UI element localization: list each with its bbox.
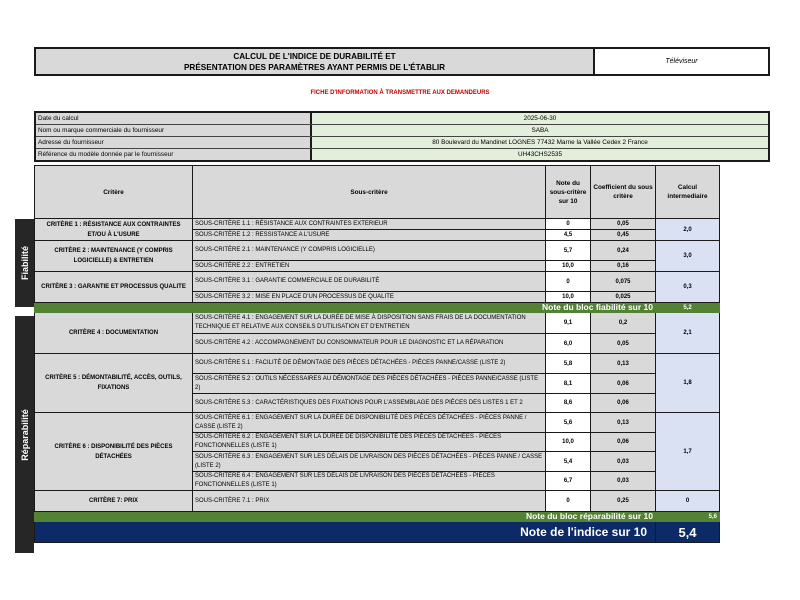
sub-criterion-note: 8,1	[546, 374, 591, 394]
sub-criterion-label: SOUS-CRITÈRE 7.1 : PRIX	[193, 491, 546, 512]
durability-table	[34, 165, 720, 543]
sub-criterion-label: SOUS-CRITÈRE 6.2 : ENGAGEMENT SUR LA DURÉE DE DISPONIBILITÉ DES PIÈCES DÉTACHÉES - PIÈCES FONCTIONNELLES (LISTE 1)	[193, 433, 546, 452]
sub-criterion-coef: 0,05	[591, 334, 656, 354]
info-label: Adresse du fournisseur	[36, 137, 312, 148]
criterion-label: CRITÈRE 1 : RÉSISTANCE AUX CONTRAINTES ET/OU À L'USURE	[35, 219, 193, 241]
sub-criterion-coef: 0,06	[591, 374, 656, 394]
product-category: Téléviseur	[665, 58, 698, 65]
sub-criterion-note: 5,6	[546, 413, 591, 433]
info-value-model: UH43CHS2535	[312, 149, 768, 160]
info-row-date	[36, 113, 768, 125]
sub-criterion-label: SOUS-CRITÈRE 1.1 : RÉSISTANCE AUX CONTRAINTES EXTERIEUR	[193, 219, 546, 230]
sub-criterion-coef: 0,13	[591, 413, 656, 433]
block-total-value: 5,2	[656, 303, 720, 313]
table-body	[35, 219, 720, 543]
criterion-label: CRITÈRE 3 : GARANTIE ET PROCESSUS QUALITE	[35, 272, 193, 303]
info-value-date: 2025-06-30	[312, 113, 768, 124]
sub-criterion-label: SOUS-CRITÈRE 5.2 : OUTILS NÉCESSAIRES AU DÉMONTAGE DES PIÈCES DÉTACHÉES - PIÈCES PANNE/CASSE (LISTE 2)	[193, 374, 546, 394]
header-sous-critere: Sous-critère	[193, 166, 546, 219]
table-row	[35, 413, 720, 433]
sub-criterion-coef: 0,06	[591, 433, 656, 452]
table-header-row	[35, 166, 720, 219]
document-title	[36, 49, 595, 74]
info-label: Nom ou marque commerciale du fournisseur	[36, 125, 312, 136]
sub-criterion-note: 8,6	[546, 394, 591, 413]
sub-criterion-note: 9,1	[546, 313, 591, 334]
criterion-label: CRITÈRE 2 : MAINTENANCE (Y COMPRIS LOGICIELLE) & ENTRETIEN	[35, 241, 193, 272]
sub-criterion-coef: 0,13	[591, 354, 656, 374]
block-total-row	[35, 512, 720, 522]
block-total-value: 5,6	[656, 512, 720, 522]
info-label: Référence du modèle donnée par le fournisseur	[36, 149, 312, 160]
header-coef: Coefficient du sous critère	[591, 166, 656, 219]
criterion-intermediate-calc: 3,0	[656, 241, 720, 272]
block-label-text: Réparabilité	[19, 408, 30, 461]
supplier-info-table	[34, 111, 770, 162]
sub-criterion-coef: 0,03	[591, 452, 656, 472]
info-label: Date du calcul	[36, 113, 312, 124]
sub-criterion-label: SOUS-CRITÈRE 2.1 : MAINTENANCE (Y COMPRIS LOGICIELLE)	[193, 241, 546, 261]
sub-criterion-label: SOUS-CRITÈRE 6.4 : ENGAGEMENT SUR LES DÉLAIS DE LIVRAISON DES PIÈCES DÉTACHÉES - PIÈCES FONCTIONNELLES (LISTE 1)	[193, 472, 546, 491]
sub-criterion-note: 0	[546, 219, 591, 230]
info-row-brand	[36, 125, 768, 137]
block-total-label: Note du bloc réparabilité sur 10	[35, 512, 656, 522]
block-label-fiabilite	[15, 219, 34, 307]
block-label-reparabilite	[15, 316, 34, 553]
sub-criterion-label: SOUS-CRITÈRE 3.1 : GARANTIE COMMERCIALE DE DURABILITÉ	[193, 272, 546, 292]
sub-criterion-note: 6,0	[546, 334, 591, 354]
sub-criterion-label: SOUS-CRITÈRE 5.3 : CARACTÉRISTIQUES DES FIXATIONS POUR L'ASSEMBLAGE DES PIÈCES DES LISTES 1 ET 2	[193, 394, 546, 413]
sub-criterion-label: SOUS-CRITÈRE 3.2 : MISE EN PLACE D'UN PROCESSUS DE QUALITE	[193, 292, 546, 303]
criterion-intermediate-calc: 0,3	[656, 272, 720, 303]
sub-criterion-note: 5,8	[546, 354, 591, 374]
criterion-intermediate-calc: 2,1	[656, 313, 720, 354]
info-row-model	[36, 149, 768, 160]
sub-criterion-note: 10,0	[546, 433, 591, 452]
criterion-label: CRITÈRE 4 : DOCUMENTATION	[35, 313, 193, 354]
sub-criterion-note: 5,4	[546, 452, 591, 472]
sub-criterion-coef: 0,05	[591, 219, 656, 230]
sub-criterion-label: SOUS-CRITÈRE 2.2 : ENTRETIEN	[193, 261, 546, 272]
sub-criterion-coef: 0,025	[591, 292, 656, 303]
sub-criterion-coef: 0,16	[591, 261, 656, 272]
table-row	[35, 354, 720, 374]
table-row	[35, 219, 720, 230]
header-note: Note du sous-critère sur 10	[546, 166, 591, 219]
criterion-label: CRITÈRE 7: PRIX	[35, 491, 193, 512]
title-line-1: CALCUL DE L'INDICE DE DURABILITÉ ET	[233, 51, 396, 61]
sub-criterion-label: SOUS-CRITÈRE 6.1 : ENGAGEMENT SUR LA DURÉE DE DISPONIBILITÉ DES PIÈCES DÉTACHÉES - PIÈCES PANNE / CASSE (LISTE 2)	[193, 413, 546, 433]
subtitle: FICHE D'INFORMATION À TRANSMETTRE AUX DEMANDEURS	[310, 90, 490, 96]
table-row	[35, 272, 720, 292]
criterion-intermediate-calc: 2,0	[656, 219, 720, 241]
final-score-label: Note de l'indice sur 10	[35, 522, 656, 543]
final-score-value: 5,4	[656, 522, 720, 543]
final-score-row	[35, 522, 720, 543]
sub-criterion-label: SOUS-CRITÈRE 4.1 : ENGAGEMENT SUR LA DURÉE DE MISE À DISPOSITION SANS FRAIS DE LA DOCUMENTATION TECHNIQUE ET RELATIVE AUX CONSEILS D'UTILISATION ET D'ENTRETIEN	[193, 313, 546, 334]
title-box	[34, 47, 770, 76]
sub-criterion-note: 10,0	[546, 261, 591, 272]
sub-criterion-coef: 0,03	[591, 472, 656, 491]
criterion-label: CRITÈRE 6 : DISPONIBILITÉ DES PIÈCES DÉTACHÉES	[35, 413, 193, 491]
table-row	[35, 241, 720, 261]
sub-criterion-note: 0	[546, 272, 591, 292]
info-value-brand: SABA	[312, 125, 768, 136]
header-calc: Calcul intermediaire	[656, 166, 720, 219]
sub-criterion-label: SOUS-CRITÈRE 1.2 : RESSISTANCE A L'USURE	[193, 230, 546, 241]
table-row	[35, 491, 720, 512]
table-row	[35, 313, 720, 334]
sub-criterion-coef: 0,06	[591, 394, 656, 413]
sub-criterion-label: SOUS-CRITÈRE 4.2 : ACCOMPAGNEMENT DU CONSOMMATEUR POUR LE DIAGNOSTIC ET LA RÉPARATION	[193, 334, 546, 354]
sub-criterion-note: 5,7	[546, 241, 591, 261]
sub-criterion-label: SOUS-CRITÈRE 5.1 : FACILITÉ DE DÉMONTAGE DES PIÈCES DÉTACHÉES - PIÈCES PANNE/CASSE (LISTE 2)	[193, 354, 546, 374]
sub-criterion-note: 6,7	[546, 472, 591, 491]
info-value-address: 80 Boulevard du Mandinet LOGNES 77432 Marne la Vallée Cedex 2 France	[312, 137, 768, 148]
sub-criterion-note: 4,5	[546, 230, 591, 241]
sub-criterion-coef: 0,2	[591, 313, 656, 334]
info-row-address	[36, 137, 768, 149]
block-label-text: Fiabilité	[19, 245, 30, 281]
durability-table-wrapper	[34, 165, 719, 543]
sub-criterion-coef: 0,45	[591, 230, 656, 241]
sub-criterion-note: 0	[546, 491, 591, 512]
sub-criterion-coef: 0,075	[591, 272, 656, 292]
title-line-2: PRÉSENTATION DES PARAMÈTRES AYANT PERMIS DE L'ÉTABLIR	[183, 62, 446, 72]
sub-criterion-label: SOUS-CRITÈRE 6.3 : ENGAGEMENT SUR LES DÉLAIS DE LIVRAISON DES PIÈCES DÉTACHÉES - PIÈCES PANNE / CASSE (LISTE 2)	[193, 452, 546, 472]
criterion-intermediate-calc: 0	[656, 491, 720, 512]
sub-criterion-note: 10,0	[546, 292, 591, 303]
sub-criterion-coef: 0,25	[591, 491, 656, 512]
criterion-intermediate-calc: 1,8	[656, 354, 720, 413]
criterion-label: CRITÈRE 5 : DÉMONTABILITÉ, ACCÈS, OUTILS, FIXATIONS	[35, 354, 193, 413]
sub-criterion-coef: 0,24	[591, 241, 656, 261]
criterion-intermediate-calc: 1,7	[656, 413, 720, 491]
block-total-label: Note du bloc fiabilité sur 10	[35, 303, 656, 313]
block-total-row	[35, 303, 720, 313]
header-critere: Critère	[35, 166, 193, 219]
